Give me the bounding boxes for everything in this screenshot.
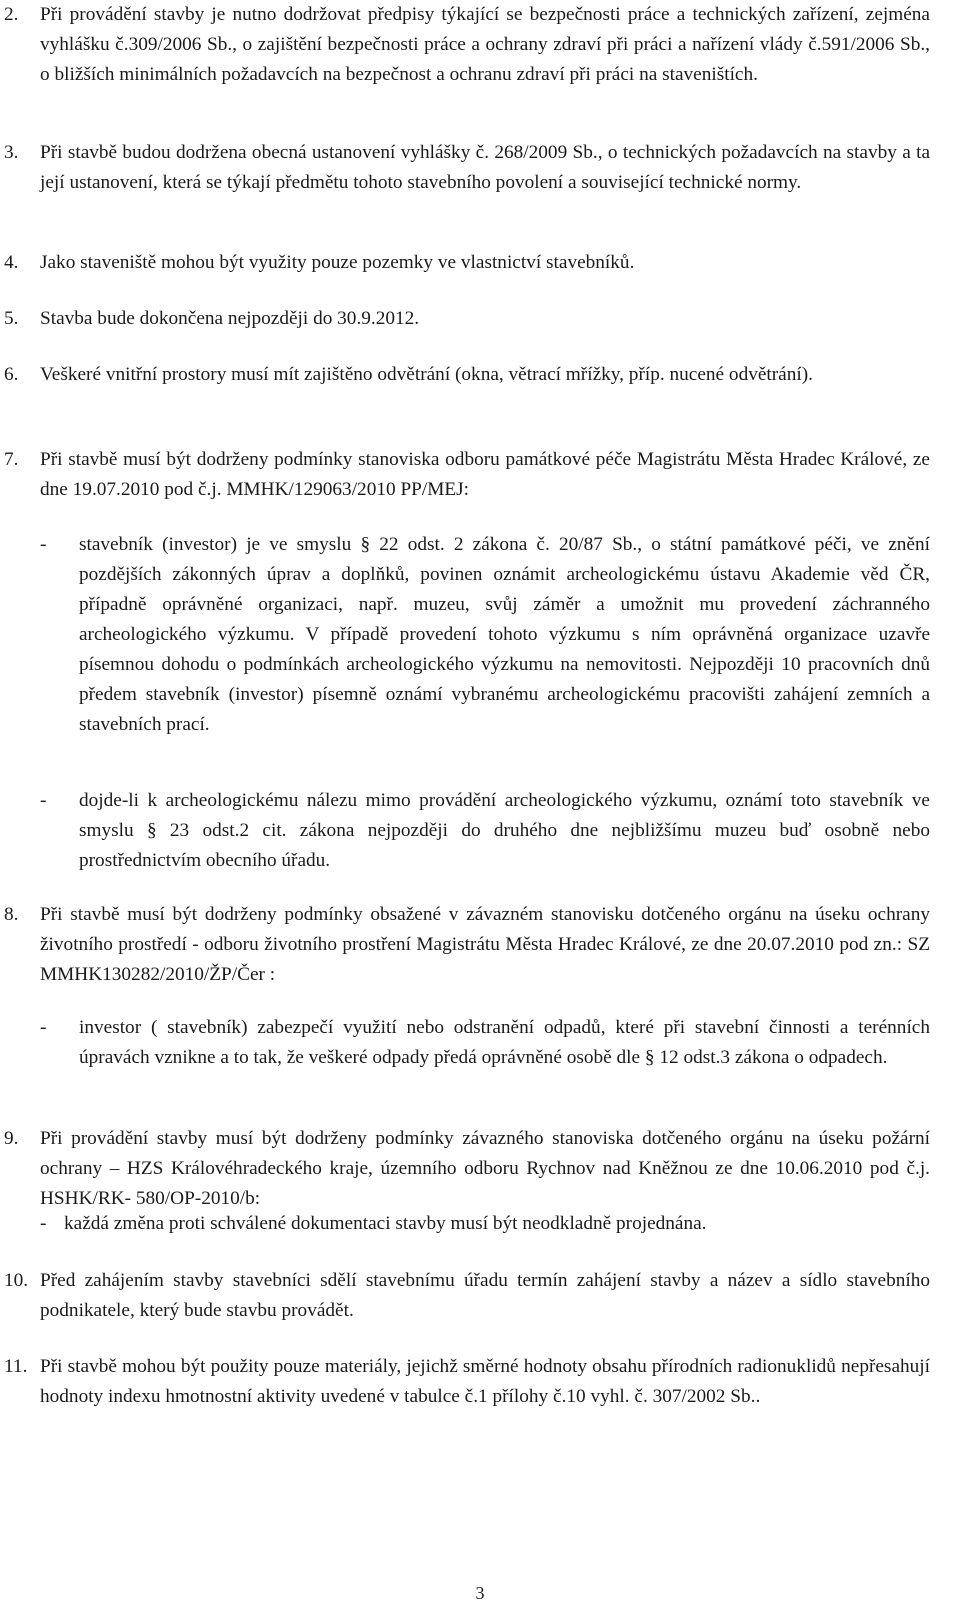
item-number: 6.: [4, 364, 19, 385]
condition-item-6: [0, 360, 930, 390]
item-text: Při stavbě mohou být použity pouze materiály, jejichž směrné hodnoty obsahu přírodních radionuklidů nepřesahují hodnoty indexu hmotnostní aktivity uvedené v tabulce č.1 přílohy č.10 vyhl. č. 307/2002 Sb..: [40, 1356, 930, 1407]
condition-item-9: [0, 1124, 930, 1214]
item-text: Při stavbě musí být dodrženy podmínky stanoviska odboru památkové péče Magistrátu Města Hradec Králové, ze dne 19.07.2010 pod č.j. MMHK/129063/2010 PP/MEJ:: [40, 449, 930, 500]
subitem-text: dojde-li k archeologickému nálezu mimo provádění archeologického výzkumu, oznámí toto stavebník ve smyslu § 23 odst.2 cit. zákona nejpozději do druhého dne nejbližšímu muzeu buď osobně nebo prostřednictvím obecního úřadu.: [79, 790, 930, 871]
subitem-archeology-find: [0, 786, 930, 876]
subitem-text: stavebník (investor) je ve smyslu § 22 odst. 2 zákona č. 20/87 Sb., o státní památkové péči, ve znění pozdějších zákonných úprav a doplňků, povinen oznámit archeologickému ústavu Akademie věd ČR, případně oprávněné organizaci, např. muzeu, svůj záměr a umožnit mu provedení záchranného archeologického výzkumu. V případě provedení tohoto výzkumu s ním oprávněná organizace uzavře písemnou dohodu o podmínkách archeologického výzkumu na nemovitosti. Nejpozději 10 pracovních dnů předem stavebník (investor) písemně oznámí vybranému archeologickému pracovišti zahájení zemních a stavebních prací.: [79, 534, 930, 735]
item-text: Při provádění stavby je nutno dodržovat předpisy týkající se bezpečnosti práce a technických zařízení, zejména vyhlášku č.309/2006 Sb., o zajištění bezpečnosti práce a ochrany zdraví při práci a nařízení vlády č.591/2006 Sb., o bližších minimálních požadavcích na bezpečnost a ochranu zdraví při práci na staveništích.: [40, 4, 930, 85]
item-number: 11.: [4, 1356, 28, 1377]
subitem-text: každá změna proti schválené dokumentaci stavby musí být neodkladně projednána.: [64, 1213, 707, 1234]
bullet-dash: -: [40, 790, 47, 811]
condition-item-11: [0, 1352, 930, 1412]
item-number: 10.: [4, 1270, 29, 1291]
item-number: 7.: [4, 449, 19, 470]
item-text: Při stavbě budou dodržena obecná ustanovení vyhlášky č. 268/2009 Sb., o technických požadavcích na stavby a ta její ustanovení, která se týkají předmětu tohoto stavebního povolení a související technické normy.: [40, 142, 930, 193]
item-number: 9.: [4, 1128, 19, 1149]
subitem-text: investor ( stavebník) zabezpečí využití nebo odstranění odpadů, které při stavební činnosti a terénních úpravách vznikne a to tak, že veškeré odpady předá oprávněné osobě dle § 12 odst.3 zákona o odpadech.: [79, 1017, 930, 1068]
item-number: 8.: [4, 904, 19, 925]
subitem-archeology-notice: [0, 530, 930, 740]
condition-item-7: [0, 445, 930, 505]
item-text: Jako staveniště mohou být využity pouze pozemky ve vlastnictví stavebníků.: [40, 252, 635, 273]
item-number: 4.: [4, 252, 19, 273]
subitem-waste: [0, 1013, 930, 1073]
item-text: Před zahájením stavby stavebníci sdělí stavebnímu úřadu termín zahájení stavby a název a sídlo stavebního podnikatele, který bude stavbu provádět.: [40, 1270, 930, 1321]
item-text: Stavba bude dokončena nejpozději do 30.9.2012.: [40, 308, 420, 329]
item-text: Při stavbě musí být dodrženy podmínky obsažené v závazném stanovisku dotčeného orgánu na úseku ochrany životního prostředí - odboru životního prostření Magistrátu Města Hradec Králové, ze dne 20.07.2010 pod zn.: SZ MMHK130282/2010/ŽP/Čer :: [40, 904, 930, 985]
item-text: Při provádění stavby musí být dodrženy podmínky závazného stanoviska dotčeného orgánu na úseku požární ochrany – HZS Královéhradeckého kraje, územního odboru Rychnov nad Kněžnou ze dne 10.06.2010 pod č.j. HSHK/RK- 580/OP-2010/b:: [40, 1128, 930, 1209]
item-number: 5.: [4, 308, 19, 329]
condition-item-10: [0, 1266, 930, 1326]
condition-item-8: [0, 900, 930, 990]
condition-item-5: [0, 304, 930, 334]
bullet-dash: -: [40, 1213, 47, 1234]
bullet-dash: -: [40, 1017, 47, 1038]
item-number: 3.: [4, 142, 19, 163]
page-number: 3: [475, 1583, 485, 1603]
condition-item-3: [0, 138, 930, 198]
item-number: 2.: [4, 4, 19, 25]
item-text: Veškeré vnitřní prostory musí mít zajištěno odvětrání (okna, větrací mřížky, příp. nucené odvětrání).: [40, 364, 813, 385]
condition-item-2: [0, 0, 930, 90]
condition-item-4: [0, 248, 930, 278]
bullet-dash: -: [40, 534, 47, 555]
subitem-fire-docs: [0, 1209, 930, 1239]
